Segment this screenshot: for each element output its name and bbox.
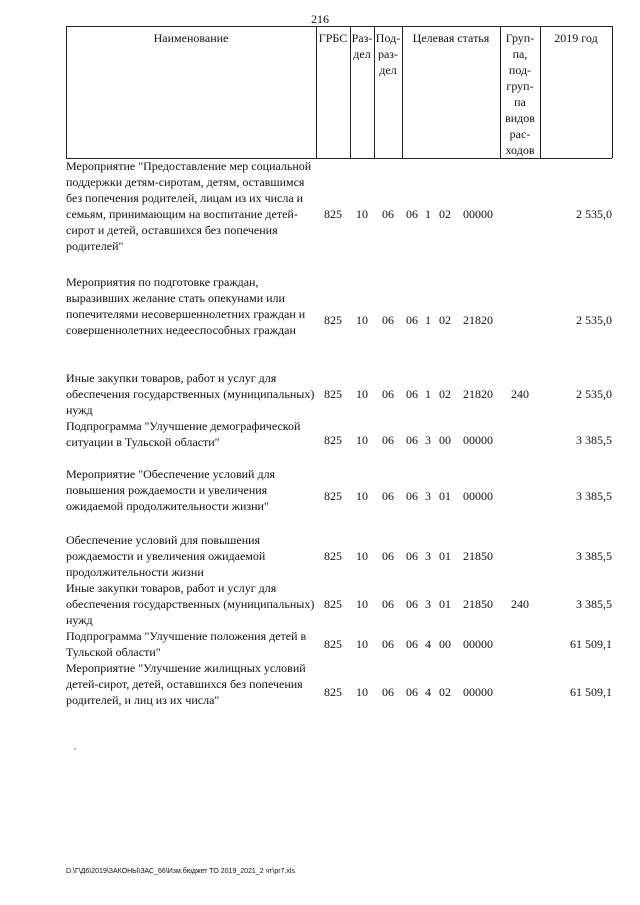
- row-name: Подпрограмма "Улучшение положения детей в Тульской области": [66, 629, 307, 659]
- row-target-direction: 00000: [463, 685, 493, 699]
- row-target-event: 00: [439, 433, 451, 447]
- row-podrazdel: 06: [382, 597, 394, 611]
- row-podrazdel: 06: [382, 637, 394, 651]
- table-border-right: [612, 26, 613, 158]
- row-target-subprogram: 4: [425, 685, 431, 699]
- header-razdel: Раз- дел: [351, 31, 373, 61]
- row-grbs: 825: [324, 207, 342, 221]
- row-target-event: 01: [439, 549, 451, 563]
- row-target-event: 02: [439, 387, 451, 401]
- row-podrazdel: 06: [382, 207, 394, 221]
- row-amount: 3 385,5: [576, 489, 612, 503]
- row-target-event: 00: [439, 637, 451, 651]
- row-target-program: 06: [406, 207, 418, 221]
- row-target-direction: 00000: [463, 433, 493, 447]
- row-amount: 3 385,5: [576, 433, 612, 447]
- row-name: Мероприятие "Улучшение жилищных условий детей-сирот, детей, оставшихся без попечения родителей, и лиц из их числа": [66, 661, 306, 707]
- row-podrazdel: 06: [382, 387, 394, 401]
- row-name: Обеспечение условий для повышения рождаемости и увеличения ожидаемой продолжительности жизни: [66, 533, 266, 579]
- row-amount: 61 509,1: [570, 637, 612, 651]
- file-path-footer: D:\Г\Д6\2019\ЗАКОНЫ\ЗАС_66\Изм.бюджет ТО 2019_2021_2 чт\pr7.xls: [66, 868, 295, 875]
- table-row: [66, 370, 612, 418]
- header-year-2019: 2019 год: [554, 31, 598, 45]
- row-name: Иные закупки товаров, работ и услуг для обеспечения государственных (муниципальных) нужд: [66, 581, 315, 627]
- row-amount: 3 385,5: [576, 597, 612, 611]
- row-target-program: 06: [406, 597, 418, 611]
- row-target-program: 06: [406, 685, 418, 699]
- row-name: Мероприятие "Обеспечение условий для повышения рождаемости и увеличения ожидаемой продолжительности жизни": [66, 467, 276, 513]
- row-razdel: 10: [356, 387, 368, 401]
- row-grbs: 825: [324, 313, 342, 327]
- row-target-subprogram: 3: [425, 489, 431, 503]
- row-podrazdel: 06: [382, 685, 394, 699]
- row-grbs: 825: [324, 597, 342, 611]
- row-target-event: 01: [439, 489, 451, 503]
- row-amount: 61 509,1: [570, 685, 612, 699]
- row-name: Иные закупки товаров, работ и услуг для обеспечения государственных (муниципальных) нужд: [66, 371, 315, 417]
- row-target-direction: 21850: [463, 549, 493, 563]
- row-target-event: 02: [439, 207, 451, 221]
- row-razdel: 10: [356, 637, 368, 651]
- row-target-subprogram: 1: [425, 313, 431, 327]
- row-podrazdel: 06: [382, 549, 394, 563]
- row-razdel: 10: [356, 433, 368, 447]
- header-grbs: ГРБС: [318, 31, 348, 45]
- row-podrazdel: 06: [382, 433, 394, 447]
- table-row: [66, 580, 612, 628]
- row-target-event: 02: [439, 313, 451, 327]
- row-razdel: 10: [356, 549, 368, 563]
- row-target-event: 02: [439, 685, 451, 699]
- row-target-subprogram: 3: [425, 549, 431, 563]
- table-row: [66, 628, 612, 660]
- row-podrazdel: 06: [382, 313, 394, 327]
- row-amount: 2 535,0: [576, 207, 612, 221]
- row-target-direction: 00000: [463, 489, 493, 503]
- row-name: Мероприятия по подготовке граждан, выразивших желание стать опекунами или попечителями несовершеннолетних граждан и совершеннолетних недееспособных граждан: [66, 275, 306, 337]
- row-target-direction: 21820: [463, 387, 493, 401]
- row-expense-group: 240: [511, 387, 529, 401]
- row-name: Мероприятие "Предоставление мер социальной поддержки детям-сиротам, детям, оставшимся без попечения родителей, лицам из их числа и семьям, принимающим на воспитание детей-сирот и детей, оставшихся без попечения родителей": [66, 159, 312, 253]
- row-grbs: 825: [324, 387, 342, 401]
- row-target-direction: 00000: [463, 207, 493, 221]
- row-grbs: 825: [324, 549, 342, 563]
- row-razdel: 10: [356, 597, 368, 611]
- row-podrazdel: 06: [382, 489, 394, 503]
- table-row: [66, 274, 612, 354]
- page-number: 216: [311, 12, 329, 26]
- row-target-program: 06: [406, 637, 418, 651]
- row-expense-group: 240: [511, 597, 529, 611]
- header-expense-group: Груп- па, под- груп- па видов рас- ходов: [505, 31, 535, 157]
- row-amount: 2 535,0: [576, 313, 612, 327]
- row-razdel: 10: [356, 489, 368, 503]
- row-amount: 3 385,5: [576, 549, 612, 563]
- row-target-subprogram: 3: [425, 433, 431, 447]
- header-name: Наименование: [153, 31, 229, 45]
- row-target-program: 06: [406, 489, 418, 503]
- row-target-program: 06: [406, 313, 418, 327]
- row-grbs: 825: [324, 433, 342, 447]
- header-target-article: Целевая статья: [412, 31, 490, 45]
- row-target-direction: 00000: [463, 637, 493, 651]
- table-row: [66, 418, 612, 466]
- row-target-subprogram: 1: [425, 207, 431, 221]
- table-row: [66, 466, 612, 514]
- table-top-border: [66, 26, 612, 27]
- row-target-subprogram: 4: [425, 637, 431, 651]
- table-row: [66, 532, 612, 580]
- table-row: [66, 660, 612, 708]
- row-target-direction: 21820: [463, 313, 493, 327]
- row-target-program: 06: [406, 387, 418, 401]
- row-target-program: 06: [406, 549, 418, 563]
- table-row: [66, 158, 612, 270]
- header-podrazdel: Под- раз- дел: [375, 31, 401, 77]
- row-grbs: 825: [324, 637, 342, 651]
- row-amount: 2 535,0: [576, 387, 612, 401]
- row-razdel: 10: [356, 313, 368, 327]
- row-target-program: 06: [406, 433, 418, 447]
- row-grbs: 825: [324, 685, 342, 699]
- scan-speck: [74, 748, 76, 750]
- row-razdel: 10: [356, 207, 368, 221]
- row-grbs: 825: [324, 489, 342, 503]
- row-name: Подпрограмма "Улучшение демографической ситуации в Тульской области": [66, 419, 301, 449]
- row-target-event: 01: [439, 597, 451, 611]
- row-target-subprogram: 3: [425, 597, 431, 611]
- row-target-subprogram: 1: [425, 387, 431, 401]
- row-target-direction: 21850: [463, 597, 493, 611]
- row-razdel: 10: [356, 685, 368, 699]
